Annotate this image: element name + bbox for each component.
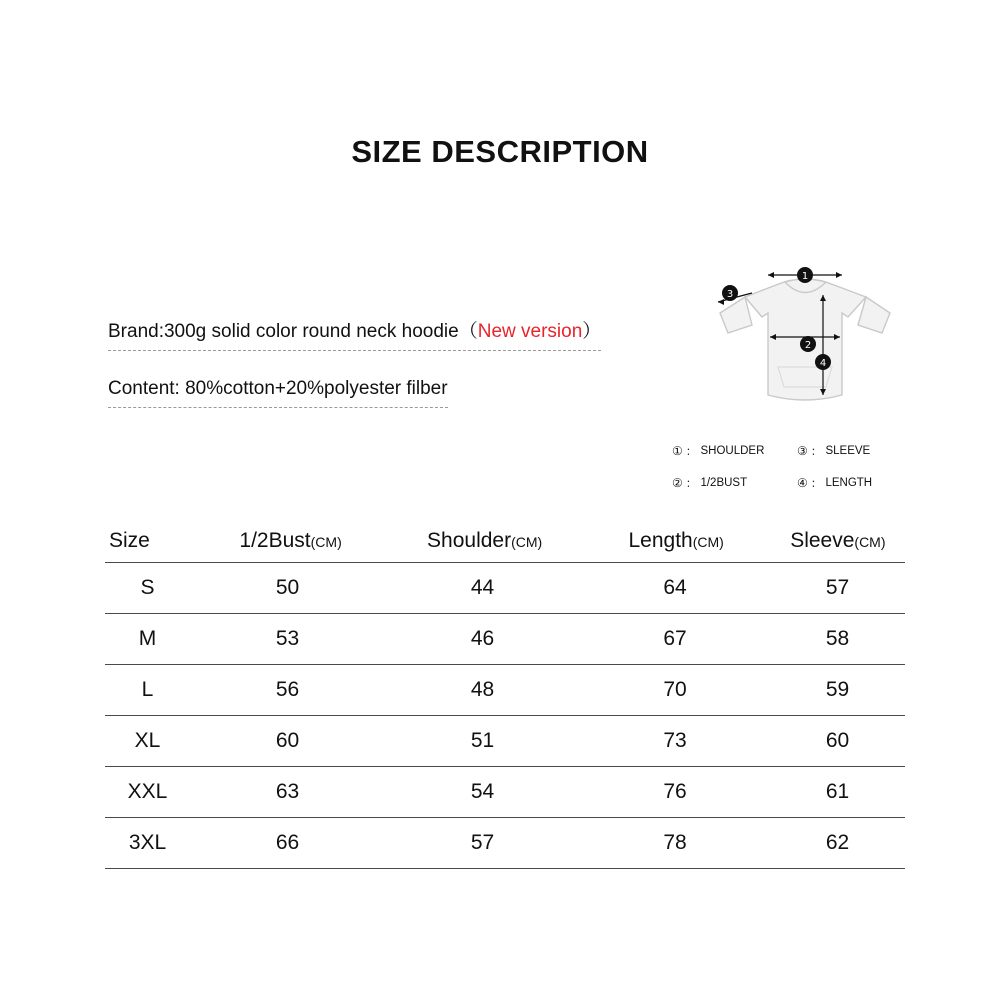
column-header-length: Length(CM) [628,529,724,552]
svg-text:3: 3 [726,289,734,300]
cell-sleeve: 62 [825,831,850,854]
cell-length: 73 [663,729,687,752]
brand-line [108,316,601,351]
brand-note-close: ） [582,321,602,342]
cell-sleeve: 60 [825,729,850,752]
cell-bust: 56 [275,678,300,701]
table-row [105,716,905,767]
cell-sleeve: 59 [825,678,850,701]
legend-sep: ： [685,478,698,490]
brand-value: 300g solid color round neck hoodie [163,321,459,342]
column-header-sleeve: Sleeve(CM) [790,529,886,552]
column-header-shoulder: Shoulder(CM) [427,529,543,552]
cell-sleeve: 57 [825,576,850,599]
brand-label: Brand: [108,321,164,342]
cell-length: 67 [663,627,687,650]
legend-sep: ： [810,446,823,458]
cell-shoulder: 48 [470,678,495,701]
cell-shoulder: 57 [470,831,495,854]
circled-number-4-icon: ④ [797,476,808,490]
cell-size: XXL [127,780,168,803]
legend-item-length [797,475,922,491]
legend-item-shoulder [672,443,797,459]
legend-sep: ： [685,446,698,458]
brand-note: New version [477,321,583,342]
table-row [105,563,905,614]
cell-bust: 50 [275,576,300,599]
product-info [108,316,708,408]
brand-note-open: （ [458,321,478,342]
svg-text:1: 1 [801,271,809,282]
legend-row [672,475,922,491]
column-header-bust: 1/2Bust(CM) [239,529,342,552]
measurement-legend [672,443,922,507]
cell-size: M [138,627,157,650]
legend-item-sleeve [797,443,922,459]
cell-sleeve: 61 [825,780,850,803]
legend-label: 1/2BUST [700,477,748,489]
cell-bust: 66 [275,831,300,854]
table-row [105,818,905,869]
page-title: SIZE DESCRIPTION [351,134,649,169]
cell-length: 70 [663,678,687,701]
cell-bust: 53 [275,627,300,650]
legend-label: SLEEVE [825,445,871,457]
cell-shoulder: 44 [470,576,495,599]
legend-item-halfbust [672,475,797,491]
cell-shoulder: 54 [470,780,495,803]
legend-row [672,443,922,459]
column-header-size: Size [109,529,150,552]
legend-sep: ： [810,478,823,490]
circled-number-2-icon: ② [672,476,683,490]
table-header-row [105,520,905,563]
circled-number-3-icon: ③ [797,444,808,458]
legend-label: LENGTH [825,477,873,489]
garment-diagram [690,255,920,430]
cell-length: 78 [663,831,687,854]
cell-shoulder: 46 [470,627,495,650]
cell-sleeve: 58 [825,627,850,650]
table-row [105,665,905,716]
content-value: 80%cotton+20%polyester filber [185,378,448,399]
cell-size: XL [134,729,161,752]
cell-length: 76 [663,780,687,803]
content-label: Content: [108,378,180,399]
cell-size: 3XL [128,831,167,854]
content-line [108,378,448,408]
size-table [105,520,905,869]
svg-text:4: 4 [819,358,827,369]
circled-number-1-icon: ① [672,444,683,458]
cell-bust: 63 [275,780,300,803]
legend-label: SHOULDER [700,445,765,457]
cell-length: 64 [663,576,687,599]
svg-text:2: 2 [804,340,812,351]
cell-shoulder: 51 [470,729,495,752]
cell-bust: 60 [275,729,300,752]
cell-size: L [141,678,154,701]
table-row [105,614,905,665]
cell-size: S [140,576,155,599]
table-row [105,767,905,818]
